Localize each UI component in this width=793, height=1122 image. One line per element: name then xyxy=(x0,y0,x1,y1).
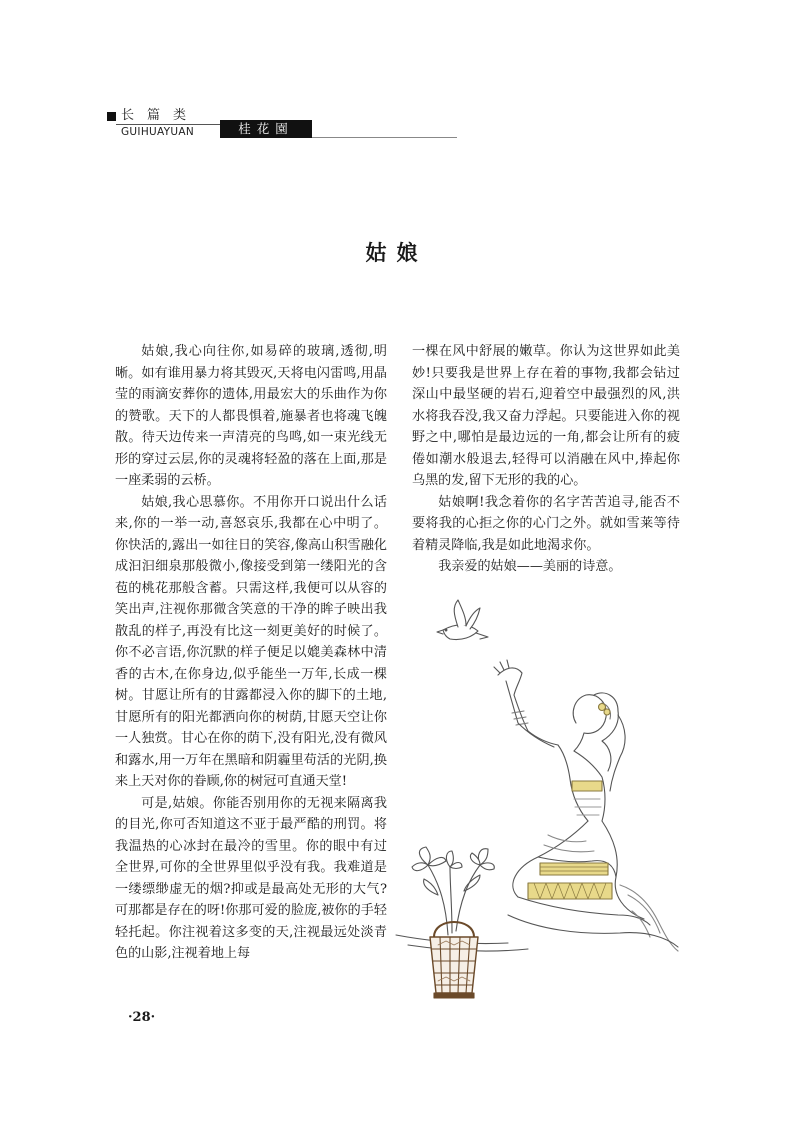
magazine-header xyxy=(107,104,352,140)
dove-icon xyxy=(437,600,488,640)
text-column-right xyxy=(412,341,680,578)
magazine-chinese-name: 桂花園 xyxy=(220,120,312,138)
woman-with-dove-illustration xyxy=(388,595,688,1010)
basket-icon xyxy=(430,922,478,998)
article-title: 姑娘 xyxy=(365,240,428,265)
paragraph: 姑娘,我心向往你,如易碎的玻璃,透彻,明晰。如有谁用暴力将其毁灭,天将电闪雷鸣,用晶莹的雨滴安葬你的遗体,用最宏大的乐曲作为你的赞歌。天下的人都畏惧着,施暴者也将魂飞魄散。待天边传来一声清亮的鸟鸣,如一束光线无形的穿过云层,你的灵魂将轻盈的落在上面,那是一座柔弱的云桥。 xyxy=(115,344,387,488)
paragraph: 姑娘,我心思慕你。不用你开口说出什么话来,你的一举一动,喜怒哀乐,我都在心中明了。你快活的,露出一如往日的笑容,像高山积雪融化成汩汩细泉那般微小,像接受到第一缕阳光的含苞的桃花那般含蓄。只需这样,我便可以从容的笑出声,注视你那微含笑意的干净的眸子映出我散乱的样子,再没有比这一刻更美好的时候了。你不必言语,你沉默的样子便足以媲美森林中清香的古木,在你身边,似乎能坐一万年,长成一棵树。甘愿让所有的甘露都浸入你的脚下的土地,甘愿所有的阳光都洒向你的树荫,甘愿天空让你一人独赏。甘心在你的荫下,没有阳光,没有微风和露水,用一万年在黑暗和阴霾里苟活的光阴,换来上天对你的眷顾,你的树冠可直通天堂! xyxy=(115,494,387,789)
page-number: ·28· xyxy=(128,1010,156,1025)
woman-head xyxy=(573,693,625,791)
paragraph: 我亲爱的姑娘——美丽的诗意。 xyxy=(438,559,622,574)
magazine-latin-name: GUIHUAYUAN xyxy=(121,126,195,138)
paragraph: 可是,姑娘。你能否别用你的无视来隔离我的目光,你可否知道这不亚于最严酷的刑罚。将我温热的心冰封在最冷的雪里。你的眼中有过全世界,可你的全世界里似乎没有我。我难道是一缕缥缈虚无的烟?抑或是最高处无形的大气?可那都是存在的呀!你那可爱的脸庞,被你的手轻轻托起。你注视着这多变的天,注视最远处淡青色的山影,注视着地上每 xyxy=(115,795,387,961)
paragraph-continued: 一棵在风中舒展的嫩草。你认为这世界如此美妙!只要我是世界上存在着的事物,我都会钻过深山中最坚硬的岩石,迎着空中最强烈的风,洪水将我吞没,我又奋力浮起。只要能进入你的视野之中,哪怕是最边远的一角,都会让所有的疲倦如潮水般退去,轻得可以消融在风中,捧起你乌黑的发,留下无形的我的心。 xyxy=(412,344,680,488)
woman-torso xyxy=(558,745,605,821)
raised-hands xyxy=(494,660,558,747)
header-rule xyxy=(312,137,457,138)
paragraph: 姑娘啊!我念着你的名字苦苦追寻,能否不要将我的心拒之你的心门之外。就如雪莱等待着精灵降临,我是如此地渴求你。 xyxy=(412,494,680,553)
category-underline xyxy=(116,124,220,125)
category-label: 长篇类 xyxy=(121,108,200,123)
text-column-left xyxy=(115,341,387,965)
header-square-marker xyxy=(107,112,116,121)
